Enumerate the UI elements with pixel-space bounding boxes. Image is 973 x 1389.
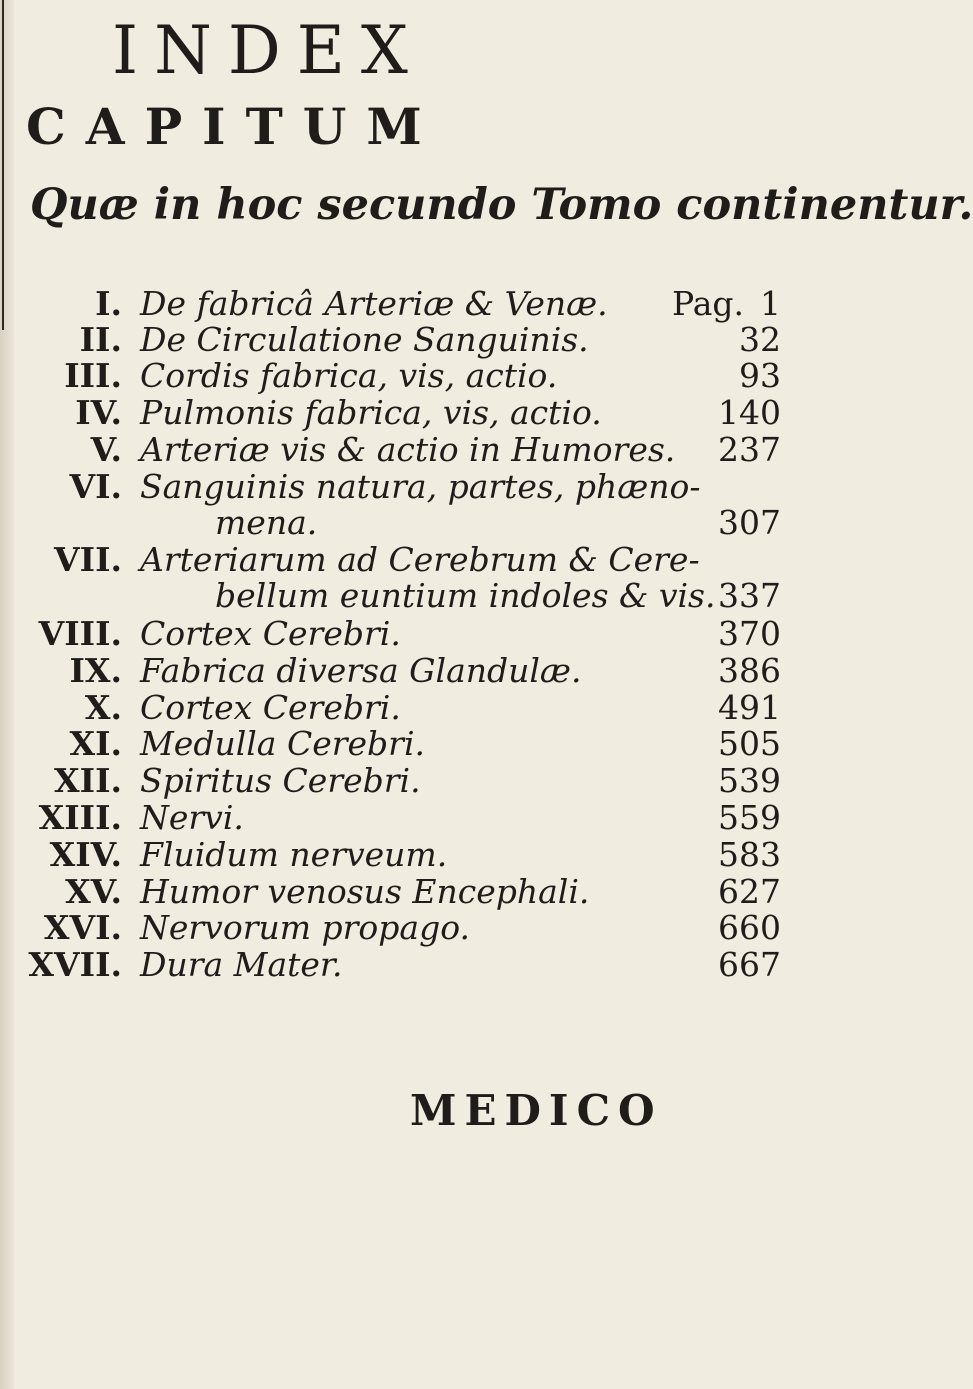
- entry-numeral: X.: [84, 688, 122, 727]
- entry-title: De fabricâ Arteriæ & Venæ.: [140, 284, 608, 323]
- entry-numeral: IX.: [69, 651, 122, 690]
- entry-numeral: VI.: [69, 467, 122, 506]
- entry-page: 386: [718, 651, 781, 690]
- entry-title: Fluidum nerveum.: [140, 835, 448, 874]
- entry-numeral: XVI.: [43, 908, 122, 947]
- index-entry: [0, 798, 801, 838]
- page-number: 1: [760, 284, 781, 323]
- index-title: INDEX: [112, 12, 424, 89]
- entry-numeral: IV.: [75, 393, 122, 432]
- entry-numeral: III.: [64, 356, 122, 395]
- entry-title: Medulla Cerebri.: [140, 724, 425, 763]
- index-entry: [0, 284, 801, 324]
- entry-title: Fabrica diversa Glandulæ.: [140, 651, 582, 690]
- entry-numeral: XV.: [65, 872, 122, 911]
- entry-page: 627: [718, 872, 781, 911]
- catchword: MEDICO: [410, 1086, 663, 1135]
- index-entry-continuation: [0, 503, 801, 543]
- entry-numeral: XI.: [69, 724, 122, 763]
- entry-numeral: II.: [79, 320, 122, 359]
- entry-page: 660: [718, 908, 781, 947]
- entry-title: Sanguinis natura, partes, phæno-: [140, 467, 701, 506]
- entry-title-continued: bellum euntium indoles & vis.: [215, 576, 716, 615]
- entry-numeral: VIII.: [38, 614, 122, 653]
- index-entry: [0, 908, 801, 948]
- index-entry: [0, 467, 801, 507]
- entry-page: 32: [739, 320, 781, 359]
- index-entry: [0, 614, 801, 654]
- entry-page: 337: [718, 576, 781, 615]
- entry-page: 237: [718, 430, 781, 469]
- entry-title: Cortex Cerebri.: [140, 688, 401, 727]
- index-subtitle: Quæ in hoc secundo Tomo continentur.: [30, 180, 973, 230]
- entry-title: Spiritus Cerebri.: [140, 761, 421, 800]
- index-entry: [0, 761, 801, 801]
- entry-title: Dura Mater.: [140, 945, 343, 984]
- entry-title: Humor venosus Encephali.: [140, 872, 590, 911]
- entry-numeral: VII.: [54, 540, 122, 579]
- index-entry: [0, 393, 801, 433]
- index-entry-continuation: [0, 576, 801, 616]
- entry-page: 370: [718, 614, 781, 653]
- entry-title: Cortex Cerebri.: [140, 614, 401, 653]
- entry-numeral: I.: [95, 284, 122, 323]
- entry-title: Cordis fabrica, vis, actio.: [140, 356, 558, 395]
- entry-numeral: XVII.: [28, 945, 122, 984]
- entry-numeral: XII.: [54, 761, 122, 800]
- index-entry: [0, 540, 801, 580]
- entry-page: 539: [718, 761, 781, 800]
- entry-numeral: XIV.: [49, 835, 122, 874]
- entry-page: 667: [718, 945, 781, 984]
- entry-title: Arteriæ vis & actio in Humores.: [140, 430, 676, 469]
- entry-title: Nervorum propago.: [140, 908, 470, 947]
- entry-title: Arteriarum ad Cerebrum & Cere-: [140, 540, 700, 579]
- entry-title: Pulmonis fabrica, vis, actio.: [140, 393, 602, 432]
- entry-title: Nervi.: [140, 798, 244, 837]
- index-entry: [0, 945, 801, 985]
- index-entry: [0, 724, 801, 764]
- entry-page: 505: [718, 724, 781, 763]
- index-entry: [0, 430, 801, 470]
- entry-page: [672, 284, 781, 323]
- entry-page: 559: [718, 798, 781, 837]
- entry-page: 93: [739, 356, 781, 395]
- page-label: Pag.: [671, 284, 744, 323]
- entry-page: 583: [718, 835, 781, 874]
- index-entry: [0, 872, 801, 912]
- entry-page: 491: [718, 688, 781, 727]
- entry-title-continued: mena.: [215, 503, 318, 542]
- entry-page: 307: [718, 503, 781, 542]
- entry-numeral: V.: [90, 430, 122, 469]
- index-entry: [0, 356, 801, 396]
- index-entry: [0, 835, 801, 875]
- entry-title: De Circulatione Sanguinis.: [140, 320, 589, 359]
- entry-page: 140: [718, 393, 781, 432]
- gutter-shadow-line: [2, 0, 4, 330]
- chapter-heading: CAPITUM: [26, 97, 442, 156]
- entry-numeral: XIII.: [38, 798, 122, 837]
- index-entry: [0, 688, 801, 728]
- index-entry: [0, 651, 801, 691]
- index-entry: [0, 320, 801, 360]
